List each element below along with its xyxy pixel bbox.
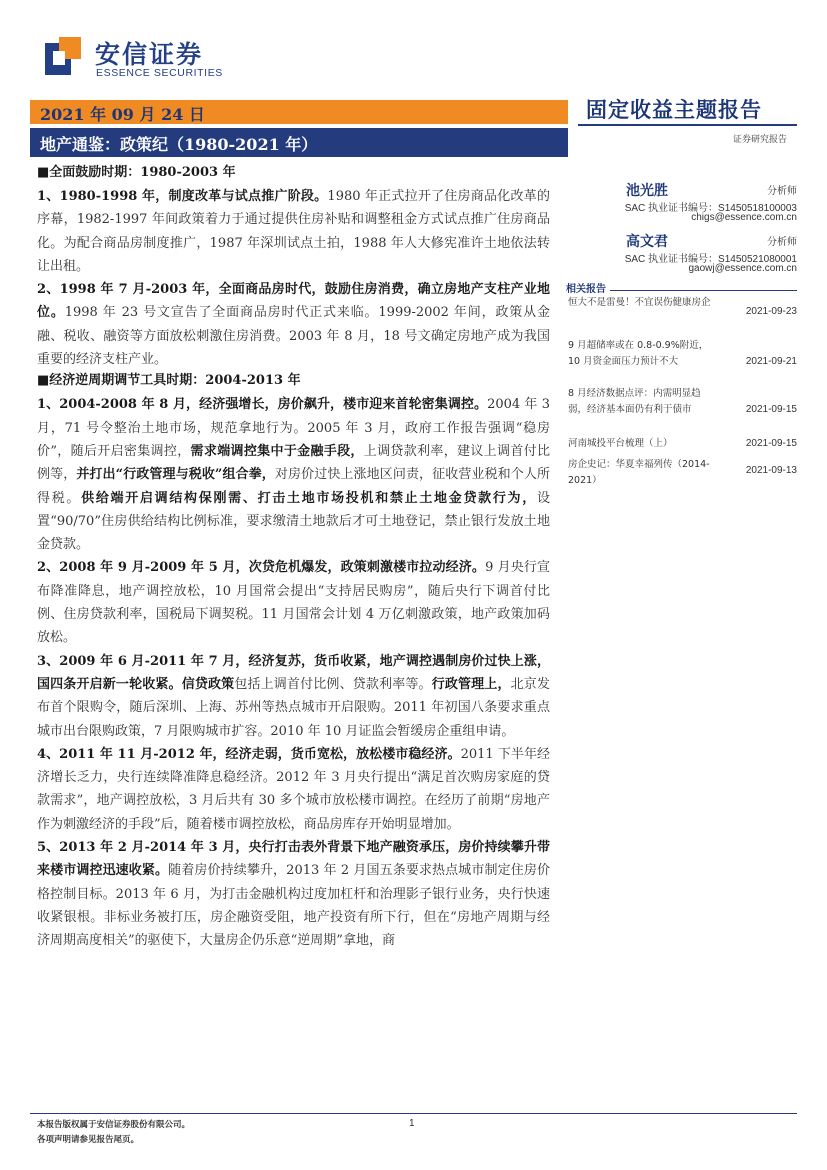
paragraph-text: 包括上调首付比例、贷款利率等。 [234,676,432,692]
paragraph-text: 设置“90/70”住房供给结构比例标准，要求缴清土地款后才可土地登记，禁止银行发放土地金贷款。 [37,490,550,553]
paragraph-lead: 1、2004-2008 年 8 月，经济强增长，房价飙升，楼市迎来首轮密集调控。 [37,397,488,413]
report-title: 地产通鉴：政策纪（1980-2021 年） [40,135,318,154]
related-report-title[interactable]: 9 月超储率或在 0.8-0.9%附近，10 月资金面压力预计不大 [568,340,709,367]
related-reports-title: 相关报告 [566,280,610,295]
paragraph-lead: 1、1980-1998 年，制度改革与试点推广阶段。 [37,189,328,204]
paragraph [37,743,550,836]
analyst-card [566,180,797,231]
analyst-email[interactable]: chigs@essence.com.cn [691,212,797,223]
related-report-title[interactable]: 房企史记：华夏幸福列传（2014-2021） [568,459,710,486]
related-report-date: 2021-09-23 [745,306,797,317]
paragraph-text: 9 月央行宣布降准降息，地产调控放松，10 月国常会提出“支持居民购房”，随后央行下调首付比例、住房贷款利率，国税局下调契税。11 月国常会计划 4 万亿刺激政策，地产政策加码放松。 [37,560,550,646]
company-logo [45,33,245,83]
logo-name-en: ESSENCE SECURITIES [96,67,223,79]
report-date: 2021 年 09 月 24 日 [40,105,205,124]
analyst-role: 分析师 [767,186,797,197]
related-report-item[interactable] [568,436,797,457]
paragraph [37,393,550,556]
related-report-item[interactable] [568,295,797,338]
page-number: 1 [409,1118,415,1129]
footer-copyright: 本报告版权属于安信证券股份有限公司。 [37,1120,191,1130]
paragraph [37,185,550,278]
paragraph-text: 1980 年正式拉开了住房商品化改革的序幕，1982-1997 年间政策着力于通过提供住房补贴和调整租金方式试点推广住房商品化。为配合商品房制度推广，1987 年深圳试点土拍，1988 年人大修宪准许土地依法转让出租。 [37,189,550,274]
report-type-divider [578,124,797,126]
paragraph [37,650,550,743]
footer-divider [30,1113,797,1114]
paragraph-lead: 4、2011 年 11 月-2012 年，经济走弱，货币宽松，放松楼市稳经济。 [37,746,461,762]
paragraph-emphasis: 行政管理上， [431,676,511,692]
section-heading: ■经济逆周期调节工具时期：2004-2013 年 [37,373,301,389]
paragraph-lead: 2、1998 年 7 月-2003 年，全面商品房时代，鼓励住房消费，确立房地产支柱产业地位。 [37,282,550,321]
related-report-date: 2021-09-15 [745,438,797,449]
analyst-card [566,231,797,282]
paragraph-text: 2011 下半年经济增长乏力，央行连续降准降息稳经济。2012 年 3 月央行提出“满足首次购房家庭的贷款需求”，地产调控放松，3 月后共有 30 多个城市放松楼市调控。在经历了前期“房地产作为刺激经济的手段”后，随着楼市调控放松，商品房库存开始明显增加。 [37,746,551,832]
section-heading: ■全面鼓励时期：1980-2003 年 [37,165,236,180]
paragraph-text: 北京发布首个限购令，随后深圳、上海、苏州等热点城市开启限购。2011 年初国八条要求重点城市出台限购政策，7 月限购城市扩容。2010 年 10 月证监会暂缓房企重组申请。 [37,676,550,739]
related-report-title[interactable]: 8 月经济数据点评：内需明显趋弱，经济基本面仍有利于债市 [568,388,701,415]
paragraph [37,556,550,649]
analyst-sac: SAC 执业证书编号：S1450521080001 [624,254,797,265]
paragraph-emphasis: 需求端调控集中于金融手段， [190,443,364,459]
paragraph-text: 对房价过快上涨地区问责，征收营业税和个人所得税。 [37,467,550,506]
related-report-date: 2021-09-13 [745,465,797,476]
footer-notice: 各项声明请参见报告尾页。 [37,1135,140,1145]
analyst-email[interactable]: gaowj@essence.com.cn [688,263,797,274]
paragraph-lead: 5、2013 年 2 月-2014 年 3 月，央行打击表外背景下地产融资承压，房价持续攀升带来楼市调控迅速收紧。 [37,840,550,879]
related-report-date: 2021-09-21 [745,356,797,367]
report-type: 固定收益主题报告 [586,97,762,122]
related-report-item[interactable] [568,457,797,491]
report-subtitle: 证券研究报告 [732,135,787,145]
analyst-sac: SAC 执业证书编号：S1450518100003 [624,203,797,214]
related-reports-list [568,295,797,491]
paragraph-text: 2004 年 3 月，71 号令整治土地市场，规范拿地行为。2005 年 3 月，政府工作报告强调“稳房价”，随后开启密集调控， [37,397,550,459]
footer-disclaimer [37,1118,190,1148]
related-report-title[interactable]: 河南城投平台梳理（上） [568,438,673,449]
paragraph-lead: 2、2008 年 9 月-2009 年 5 月，次贷危机爆发，政策刺激楼市拉动经济。 [37,560,486,576]
paragraph [37,836,550,952]
paragraph-emphasis: 信贷政策 [181,676,235,692]
analyst-name: 高文君 [626,234,668,250]
logo-mark-icon [45,37,81,77]
analyst-role: 分析师 [767,237,797,248]
related-report-item[interactable] [568,338,797,386]
related-report-title[interactable]: 恒大不是雷曼！不宜误伤健康房企 [568,297,711,308]
paragraph-text: 1998 年 23 号文宣告了全面商品房时代正式来临。1999-2002 年间，政策从金融、税收、融资等方面放松刺激住房消费。2003 年 8 月，18 号文确定房地产成为我国重要的经济支柱产业。 [37,305,550,368]
logo-name-cn: 安信证券 [95,40,204,69]
paragraph-lead: 3、2009 年 6 月-2011 年 7 月，经济复苏，货币收紧，地产调控遇制房价过快上涨，国四条开启新一轮收紧。 [37,653,550,692]
paragraph-text: 上调贷款利率，建议上调首付比例等， [37,443,550,483]
analyst-name: 池光胜 [626,183,668,199]
related-report-date: 2021-09-15 [745,404,797,415]
paragraph-emphasis: 供给端开启调结构保刚需、打击土地市场投机和禁止土地金贷款行为， [81,490,537,506]
paragraph-text: 随着房价持续攀升，2013 年 2 月国五条要求热点城市制定住房价格控制目标。2013 年 6 月，为打击金融机构过度加杠杆和治理影子银行业务，央行快速收紧银根。非标业务被打压，房企融资受阻，地产投资有所下行，但在“房地产周期与经济周期高度相关”的驱使下，大量房企仍乐意“逆周期”拿地，商 [37,863,550,949]
main-content [37,163,550,953]
related-report-item[interactable] [568,386,797,436]
paragraph-emphasis: 并打出“行政管理与税收”组合拳， [76,467,275,483]
paragraph [37,278,550,371]
analyst-panel [566,180,797,282]
